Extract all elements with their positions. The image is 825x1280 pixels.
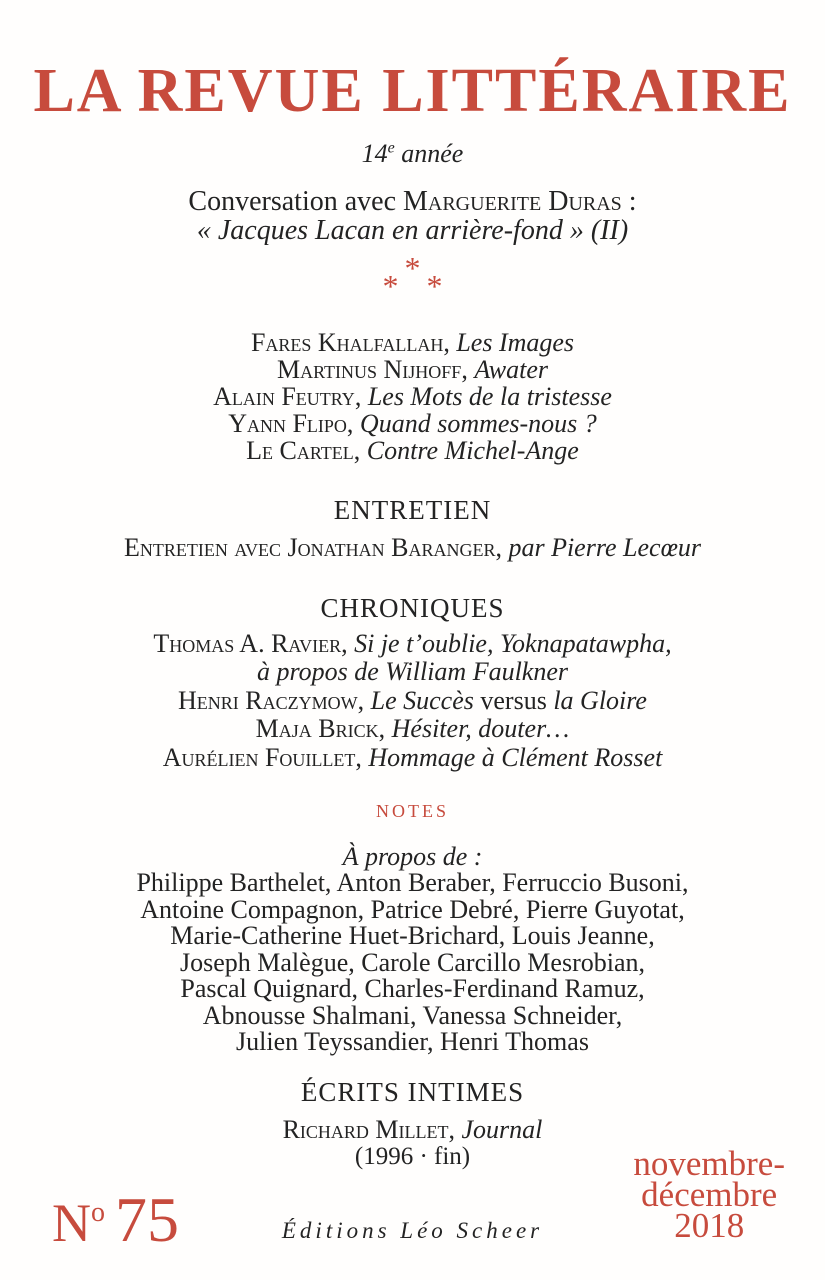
notes-names-list: [0, 870, 825, 1056]
list-item-continuation: [0, 658, 825, 687]
work-title: Les Images: [456, 327, 575, 357]
chroniques-list: [0, 630, 825, 773]
separator: ,: [461, 354, 475, 384]
author-name: Le Cartel: [246, 435, 354, 465]
separator: ,: [443, 327, 457, 357]
notes-line: Marie-Catherine Huet-Brichard, Louis Jeanne,: [170, 921, 655, 951]
publisher-name: Éditions Léo Scheer: [281, 1218, 544, 1243]
entretien-item: [0, 533, 825, 562]
issue-letter: N: [52, 1193, 91, 1253]
issue-date: [633, 1144, 785, 1245]
asterisk-ornament: [0, 249, 825, 304]
texts-list: [0, 329, 825, 464]
work-title: Les Mots de la tristesse: [367, 381, 612, 411]
author-name: Henri Raczymow: [178, 685, 358, 715]
list-item: [0, 410, 825, 437]
separator: ,: [355, 742, 369, 772]
work-title: Si je t’oublie, Yoknapatawpha,: [354, 628, 672, 658]
notes-intro: À propos de :: [342, 842, 483, 872]
issue-date-line: 2018: [674, 1206, 745, 1245]
list-item: [0, 356, 825, 383]
notes-line: Philippe Barthelet, Anton Beraber, Ferruccio Busoni,: [136, 868, 689, 898]
author-name: Martinus Nijhoff: [276, 354, 462, 384]
section-heading-chroniques: CHRONIQUES: [320, 592, 505, 623]
entretien-byline: par Pierre Lecœur: [508, 532, 702, 562]
edition-year-number: 14: [361, 138, 388, 168]
edition-year-ordinal: e: [387, 139, 395, 157]
separator: ,: [341, 628, 355, 658]
work-title: Quand sommes-nous ?: [359, 408, 597, 438]
separator: ,: [378, 714, 392, 744]
asterisk-row: [0, 267, 825, 304]
list-item: [0, 744, 825, 773]
feature-author: Marguerite Duras: [403, 185, 622, 217]
asterisk-left: *: [382, 267, 399, 304]
separator: ,: [354, 381, 368, 411]
author-name: Alain Feutry: [213, 381, 355, 411]
separator: ,: [357, 685, 371, 715]
notes-line: Antoine Compagnon, Patrice Debré, Pierre Guyotat,: [140, 894, 685, 924]
issue-value: 75: [115, 1184, 179, 1255]
issue-date-line: décembre: [641, 1175, 778, 1214]
notes-line: Julien Teyssandier, Henri Thomas: [236, 1027, 589, 1057]
list-item: [0, 630, 825, 659]
entretien-title: Entretien avec Jonathan Baranger: [123, 532, 496, 562]
notes-line: Abnousse Shalmani, Vanessa Schneider,: [202, 1000, 623, 1030]
feature-subtitle: « Jacques Lacan en arrière-fond » (II): [196, 214, 629, 246]
separator: ,: [448, 1114, 462, 1144]
section-heading-entretien: ENTRETIEN: [333, 494, 492, 525]
feature-line: [0, 187, 825, 216]
ecrits-item: [0, 1116, 825, 1143]
author-name: Fares Khalfallah: [250, 327, 444, 357]
asterisk-top: *: [404, 249, 421, 286]
asterisk-right: *: [426, 267, 443, 304]
feature-colon: :: [621, 185, 637, 217]
list-item: [0, 715, 825, 744]
feature-article: [0, 187, 825, 245]
list-item: [0, 383, 825, 410]
separator: ,: [353, 435, 367, 465]
notes-line: Joseph Malègue, Carole Carcillo Mesrobian,: [180, 947, 645, 977]
work-title: Hommage à Clément Rosset: [368, 742, 663, 772]
versus-word: versus: [473, 685, 554, 715]
author-name: Aurélien Fouillet: [162, 742, 356, 772]
work-title: Contre Michel-Ange: [366, 435, 579, 465]
section-heading-ecrits-intimes: ÉCRITS INTIMES: [300, 1076, 525, 1107]
author-name: Richard Millet: [282, 1114, 449, 1144]
list-item: [0, 687, 825, 716]
work-title: Journal: [461, 1114, 543, 1144]
ecrits-detail: (1996 · fin): [354, 1142, 471, 1170]
separator: ,: [346, 408, 360, 438]
work-title: la Gloire: [553, 685, 647, 715]
issue-ordinal: o: [91, 1197, 105, 1228]
notes-line: Pascal Quignard, Charles-Ferdinand Ramuz,: [180, 974, 645, 1004]
section-heading-notes: NOTES: [376, 801, 449, 822]
author-name: Maja Brick: [255, 714, 379, 744]
edition-year: [0, 139, 825, 169]
edition-year-word: année: [394, 138, 464, 168]
list-item: [0, 437, 825, 464]
separator: ,: [495, 532, 509, 562]
work-title: Le Succès: [370, 685, 474, 715]
work-title: Awater: [474, 354, 548, 384]
magazine-title: LA REVUE LITTÉRAIRE: [33, 57, 792, 125]
issue-date-line: novembre-: [633, 1144, 785, 1183]
work-title: Hésiter, douter…: [391, 714, 570, 744]
list-item: [0, 329, 825, 356]
feature-prefix: Conversation avec: [188, 185, 403, 217]
author-name: Thomas A. Ravier: [153, 628, 342, 658]
author-name: Yann Flipo: [228, 408, 347, 438]
work-title-continued: à propos de William Faulkner: [256, 657, 568, 687]
